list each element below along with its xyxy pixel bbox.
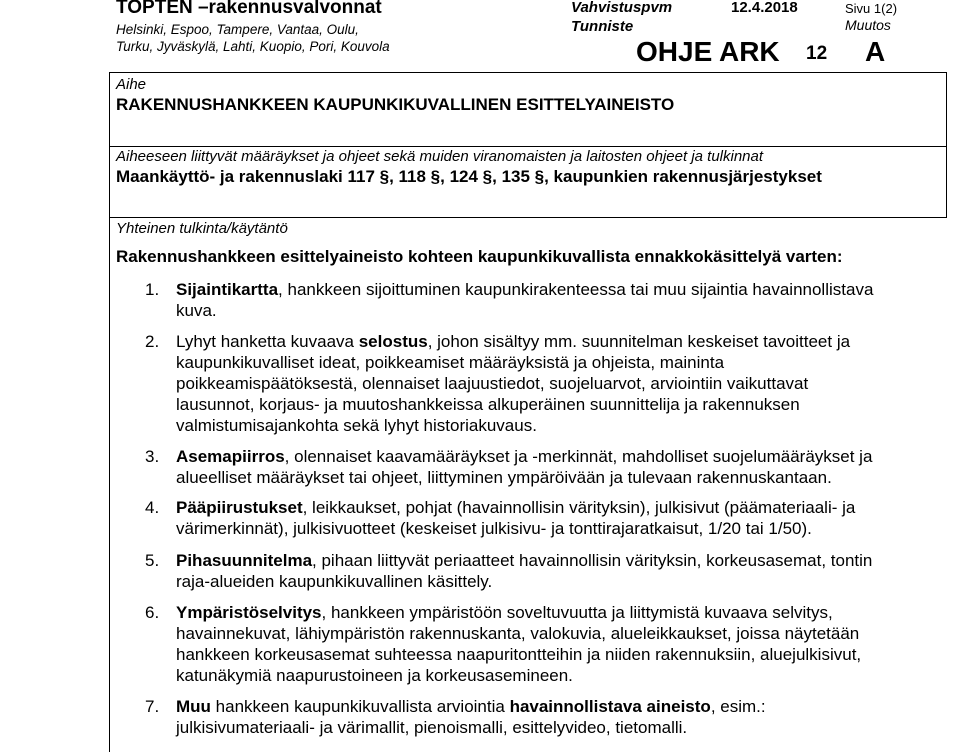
item-line: katunäkymiä naapurustoineen ja korkeusasemineen. bbox=[176, 666, 573, 685]
item-line: julkisivumateriaali- ja värimallit, pienoismalli, esittelyvideo, tietomalli. bbox=[176, 718, 688, 737]
row-divider-2 bbox=[109, 217, 947, 218]
item-number: 6. bbox=[145, 603, 160, 622]
item-line: , olennaiset kaavamääräykset ja -merkinnät, mahdolliset suojelumääräykset ja bbox=[284, 447, 873, 466]
item-line: , hankkeen sijoittuminen kaupunkirakenteessa tai muu sijaintia havainnollistava bbox=[278, 280, 874, 299]
item-text bbox=[176, 331, 935, 436]
item-keyword: Sijaintikartta bbox=[176, 280, 279, 299]
item-keyword: Pihasuunnitelma bbox=[176, 551, 313, 570]
item-number: 2. bbox=[145, 332, 160, 351]
revision-label: Muutos bbox=[845, 17, 891, 33]
regulations-value: Maankäyttö- ja rakennuslaki 117 §, 118 §, 124 §, 135 §, kaupunkien rakennusjärjestykset bbox=[116, 167, 822, 186]
table-left-border bbox=[109, 72, 110, 752]
item-line: havainnekuvat, lähiympäristön rakennuskanta, valokuvia, alueleikkaukset, joissa näytetään bbox=[176, 624, 860, 643]
item-line: värimerkinnät), julkisivuotteet (keskeiset julkisivu- ja tonttirajaratkaisut, 1/20 tai 1/50). bbox=[176, 519, 812, 538]
item-line: , esim.: bbox=[710, 697, 766, 716]
page-number: Sivu 1(2) bbox=[845, 1, 898, 16]
item-prefix: Lyhyt hanketta kuvaava bbox=[176, 332, 359, 351]
item-line: lausunnot, korjaus- ja muutoshankkeissa alkuperäinen suunnittelija ja rakennuksen bbox=[176, 395, 800, 414]
item-number: 3. bbox=[145, 447, 160, 466]
item-keyword: Ympäristöselvitys bbox=[176, 603, 322, 622]
item-line: valmistumisajankohta sekä lyhyt historiakuvaus. bbox=[176, 416, 537, 435]
row-divider-1 bbox=[109, 146, 947, 147]
item-line: poikkeamispäätöksestä, olennaiset laajuustiedot, suojeluarvot, arviointiin vaikuttavat bbox=[176, 374, 809, 393]
item-line: , leikkaukset, pohjat (havainnollisin värityksin), julkisivut (päämateriaali- ja bbox=[302, 498, 856, 517]
id-label: Tunniste bbox=[571, 18, 634, 35]
subject-label: Aihe bbox=[116, 76, 147, 93]
item-line: alueelliset määräykset tai ohjeet, liittyminen ympäröivään ja tulevaan rakennuskantaan. bbox=[176, 468, 832, 487]
document-number: 12 bbox=[806, 43, 828, 64]
organization-title: TOPTEN –rakennusvalvonnat bbox=[116, 0, 382, 18]
item-line: , pihaan liittyvät periaatteet havainnollisin värityksin, korkeusasemat, tontin bbox=[312, 551, 873, 570]
item-text bbox=[176, 550, 935, 592]
subject-value: RAKENNUSHANKKEEN KAUPUNKIKUVALLINEN ESITTELYAINEISTO bbox=[116, 95, 675, 114]
regulations-label: Aiheeseen liittyvät määräykset ja ohjeet sekä muiden viranomaisten ja laitosten ohjeet ja tulkinnat bbox=[116, 148, 764, 165]
item-middle: hankkeen kaupunkikuvallista arviointia bbox=[210, 697, 510, 716]
item-text bbox=[176, 446, 935, 488]
item-line: , johon sisältyy mm. suunnitelman keskeiset tavoitteet ja bbox=[427, 332, 851, 351]
item-number: 5. bbox=[145, 551, 160, 570]
item-keyword: selostus bbox=[358, 332, 428, 351]
item-text bbox=[176, 696, 935, 738]
item-line: hankkeen korkeusasemat suhteessa naapuritontteihin ja niiden rakennuksiin, aluejulkisivut, bbox=[176, 645, 862, 664]
approved-date: 12.4.2018 bbox=[731, 0, 798, 16]
item-keyword: Pääpiirustukset bbox=[176, 498, 303, 517]
practice-label: Yhteinen tulkinta/käytäntö bbox=[116, 220, 288, 237]
table-right-border bbox=[946, 72, 947, 218]
item-keyword-2: havainnollistava aineisto bbox=[509, 697, 711, 716]
table-top-border bbox=[109, 72, 947, 73]
item-number: 7. bbox=[145, 697, 160, 716]
revision-letter: A bbox=[865, 36, 886, 67]
item-text bbox=[176, 602, 935, 686]
approved-label: Vahvistuspvm bbox=[571, 0, 673, 16]
item-text bbox=[176, 279, 935, 321]
item-keyword: Muu bbox=[176, 697, 211, 716]
item-line: kaupunkikuvalliset ideat, poikkeamiset määräyksistä ja ohjeista, maininta bbox=[176, 353, 725, 372]
practice-intro: Rakennushankkeen esittelyaineisto kohteen kaupunkikuvallista ennakkokäsittelyä varten: bbox=[116, 247, 843, 266]
item-line: raja-alueiden kaupunkikuvallinen käsittely. bbox=[176, 572, 493, 591]
item-keyword: Asemapiirros bbox=[176, 447, 285, 466]
item-number: 4. bbox=[145, 498, 160, 517]
document-code: OHJE ARK bbox=[636, 36, 780, 67]
item-line: kuva. bbox=[176, 301, 217, 320]
item-text bbox=[176, 497, 935, 539]
item-number: 1. bbox=[145, 280, 160, 299]
cities-line-2: Turku, Jyväskylä, Lahti, Kuopio, Pori, Kouvola bbox=[116, 39, 390, 54]
item-line: , hankkeen ympäristöön soveltuvuutta ja liittymistä kuvaava selvitys, bbox=[321, 603, 833, 622]
cities-line-1: Helsinki, Espoo, Tampere, Vantaa, Oulu, bbox=[116, 22, 359, 37]
